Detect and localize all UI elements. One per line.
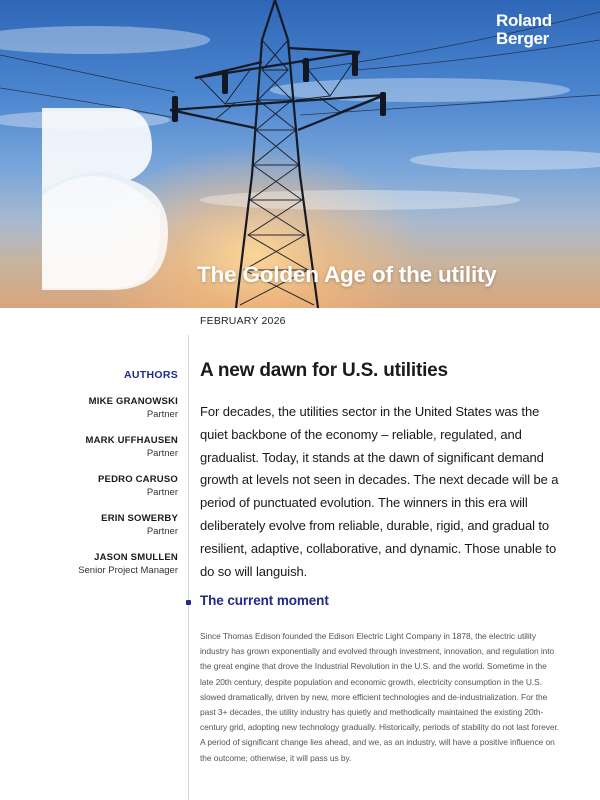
author-role: Partner: [146, 409, 178, 420]
author-name: MIKE GRANOWSKI: [88, 396, 178, 407]
article-title: A new dawn for U.S. utilities: [200, 360, 448, 381]
author-entry: [0, 552, 178, 577]
author-role: Partner: [146, 448, 178, 459]
hero-banner: [0, 0, 600, 308]
section-body: Since Thomas Edison founded the Edison Electric Light Company in 1878, the electric utility industry has grown exponentially and evolved through investment, innovation, and regulation into the great engine that drove the Industrial Revolution in the U.S. and the world. Sometime in the late 20th century, despite population and economic growth, electricity consumption in the U.S. slowed dramatically, driven by new, more efficient technologies and de-industrialization. For the past 3+ decades, the utility industry has quietly and methodically maintained the existing 20th-century grid, adopting new technology gradually. Historically, periods of stability do not last forever. A period of significant change lies ahead, and we, as an industry, will have a positive influence on the outcome; otherwise, it will pass us by.: [200, 631, 559, 763]
section-marker: [186, 600, 191, 605]
author-entry: [0, 474, 178, 499]
roland-berger-logo: [496, 12, 552, 48]
author-role: Partner: [146, 487, 178, 498]
authors-heading: AUTHORS: [123, 369, 178, 381]
authors-panel: [0, 369, 178, 591]
publication-date: FEBRUARY 2026: [200, 315, 286, 327]
column-divider: [188, 335, 189, 800]
hero-title: The Golden Age of the utility: [197, 262, 497, 287]
author-role: Senior Project Manager: [78, 565, 178, 576]
author-entry: [0, 396, 178, 421]
author-name: ERIN SOWERBY: [101, 513, 178, 524]
brand-b-shape: [42, 108, 168, 290]
author-name: JASON SMULLEN: [94, 552, 178, 563]
author-role: Partner: [146, 526, 178, 537]
author-entry: [0, 435, 178, 460]
author-name: PEDRO CARUSO: [98, 474, 178, 485]
author-entry: [0, 513, 178, 538]
lede-paragraph: For decades, the utilities sector in the United States was the quiet backbone of the economy – reliable, regulated, and gradualist. Today, it stands at the dawn of significant demand growth at levels not seen in decades. The next decade will be a period of punctuated evolution. The winners in this era will deliberately evolve from reliable, durable, rigid, and gradual to resilient, adaptive, collaborative, and dynamic. Those unable to do so will languish.: [200, 404, 559, 579]
logo-line-1: Roland: [496, 11, 552, 30]
section-heading: The current moment: [200, 593, 329, 608]
main-content: [200, 358, 560, 583]
author-name: MARK UFFHAUSEN: [85, 435, 178, 446]
logo-line-2: Berger: [496, 29, 550, 48]
